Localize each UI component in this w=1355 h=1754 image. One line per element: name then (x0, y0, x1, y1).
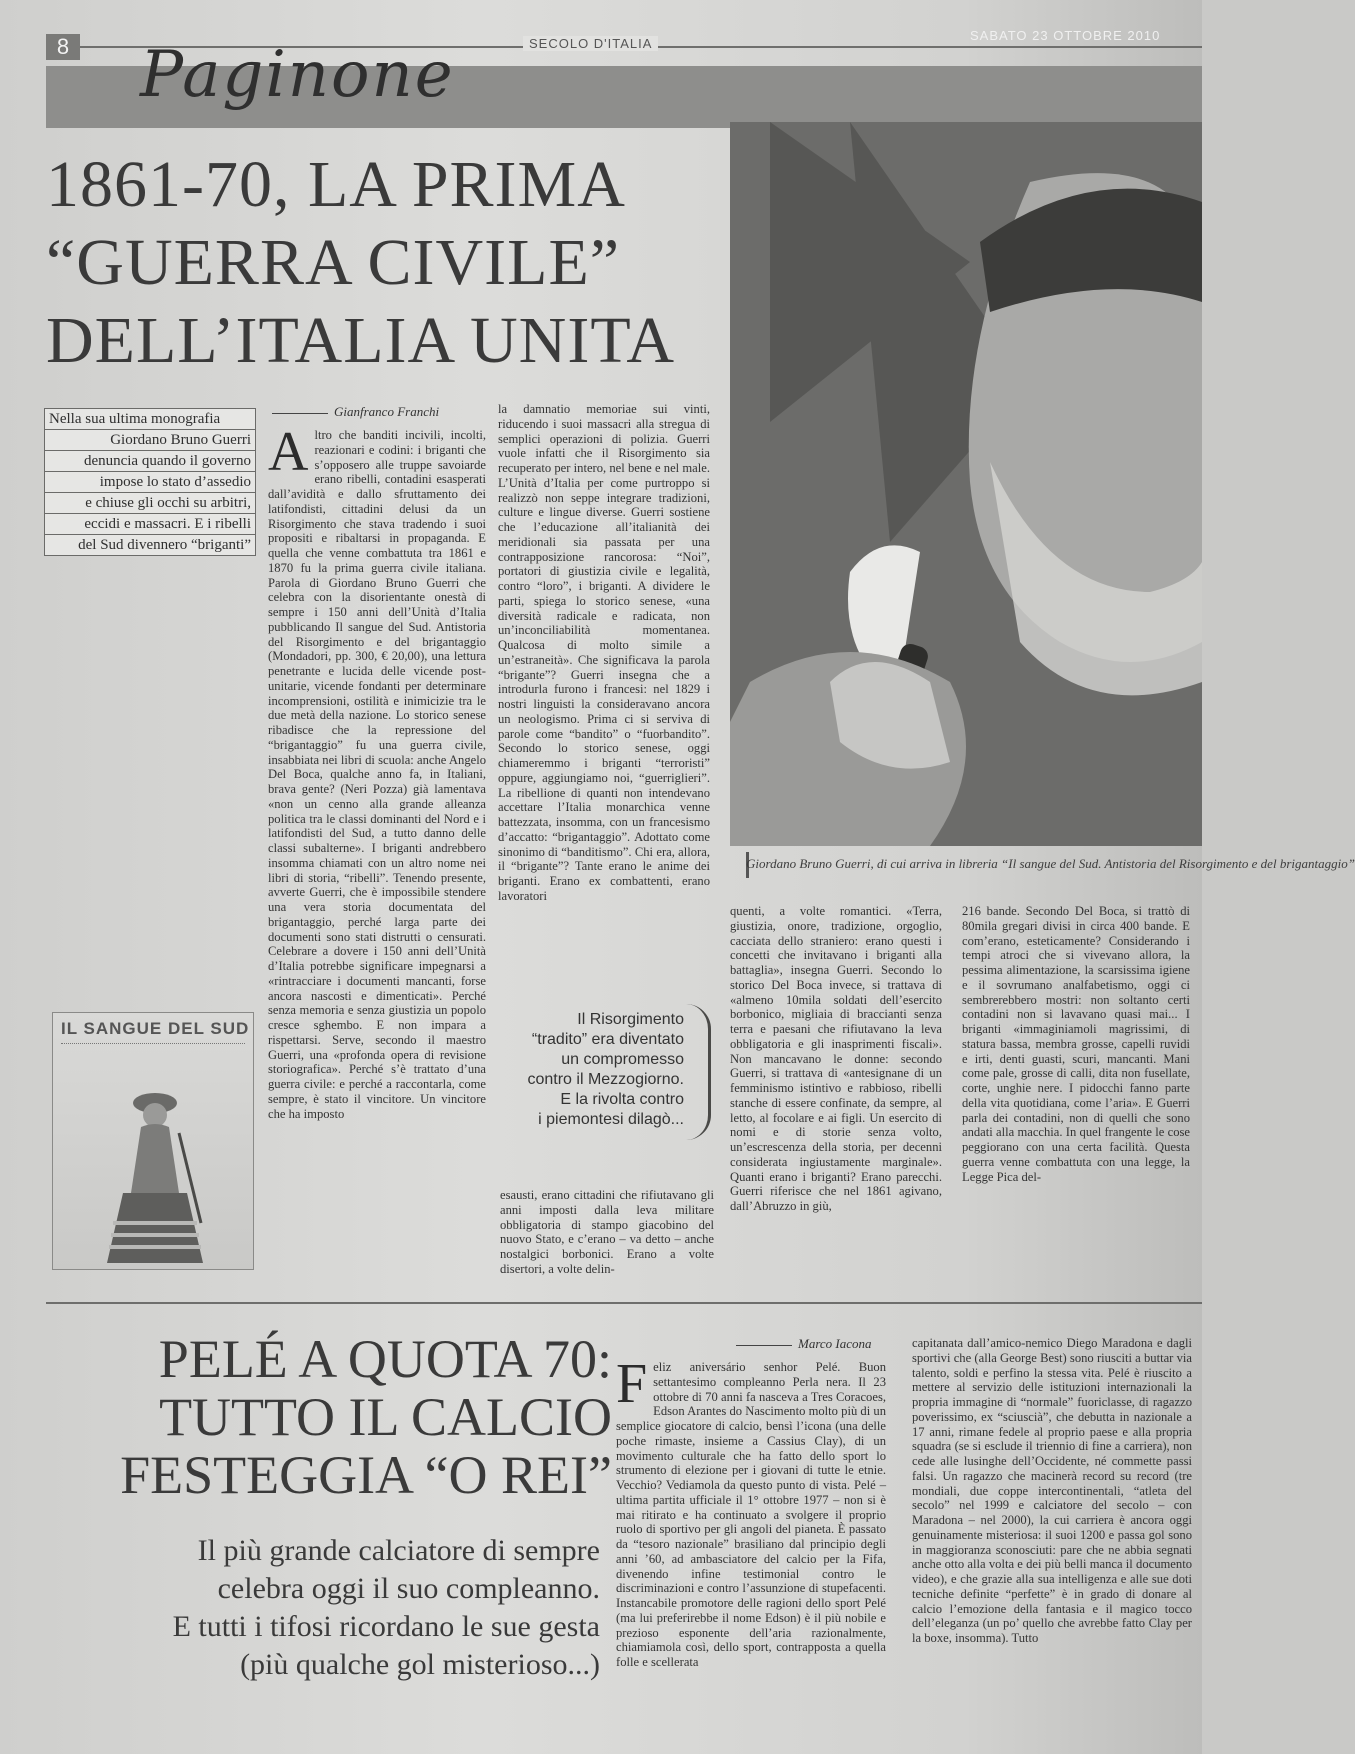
column-text: eliz aniversário senhor Pelé. Buon settantesimo compleanno Perla nera. Il 23 ottobre di 70 anni fa nasceva a Tres Coracoes, Edson Arantes do Nascimento molto più di un semplice giocatore di calcio, bensì l’icona (una delle poche rimaste, insieme a Cassius Clay), di un movimento culturale che ha fatto dello sport lo strumento di elezione per i giovani di tutte le etnie. Vecchio? Vediamola da questo punto di vista. Pelé – ultima partita ufficiale il 1° ottobre 1977 – non si è mai ritirato e ha continuato a svolgere il proprio ruolo di sportivo per gli angoli del pianeta. È passato da “tesoro nazionale” brasiliano dal principio degli anni ’60, ad ambasciatore del calcio per la Fifa, divenendo infine testimonial contro le discriminazioni e contro l’assunzione di stupefacenti. Instancabile promotore delle ragioni dello sport Pelé (ma lui preferirebbe il nome Edson) è il più nobile e prezioso esponente dell’aria razionalmente, chiamiamola così, dello sport, contrapposta a quella folle e scellerata (616, 1360, 886, 1669)
subhead-line: E tutti i tifosi ricordano le sue gesta (172, 1610, 600, 1643)
article-headline (46, 146, 726, 380)
article-column-2-continued (500, 1188, 714, 1276)
headline-line: FESTEGGIA “O REI” (120, 1445, 612, 1505)
photo-caption: Giordano Bruno Guerri, di cui arriva in libreria “Il sangue del Sud. Antistoria del Risorgimento e del brigantaggio” (746, 856, 1355, 871)
pele-headline (52, 1330, 612, 1504)
headline-line: DELL’ITALIA UNITA (46, 304, 676, 377)
article-divider (46, 1302, 1202, 1304)
byline: Marco Iacona (736, 1336, 872, 1352)
article-column-1 (268, 421, 486, 1268)
headline-line: “GUERRA CIVILE” (46, 226, 621, 299)
column-text: la damnatio memoriae sui vinti, riducendo i suoi massacri alla stregua di semplici operazioni di polizia. Guerri vuole infatti che il Risorgimento sia recuperato per intero, nel bene e nel male. L’Unità d’Italia per come purtroppo si realizzò non seppe integrare tradizioni, culture e lingue diverse. Guerri sostiene che l’educazione all’italianità dei meridionali sia passata per una contrapposizione rancorosa: “Noi”, portatori di giustizia civile e legalità, contro “loro”, i briganti. A dividere le parti, spiega lo storico senese, «una diversità radicale e radicata, non un’inconciliabilità momentanea. Qualcosa di molto simile a un’estraneità». Che significava la parola “brigante”? Guerri insegna che a introdurla furono i francesi: nel 1829 i nostri linguisti la consideravano ancora un neologismo. Prima ci si serviva di parole come “bandito” o “fuorbandito”. Secondo lo storico senese, oggi chiameremmo i briganti “terroristi” oppure, aggiungiamo noi, “guerriglieri”. La ribellione di quanti non intendevano accettare l’Italia monarchica venne battezzata, insomma, con un francesismo d’accatto: “brigantaggio”. Adottato come sinonimo di “banditismo”. Chi era, allora, il “brigante”? Tante erano le anime dei briganti. Erano ex combattenti, erano lavoratori (498, 402, 710, 903)
headline-line: TUTTO IL CALCIO (159, 1387, 612, 1447)
subhead-line: Il più grande calciatore di sempre (197, 1534, 600, 1567)
page-number: 8 (46, 34, 80, 60)
column-text: ltro che banditi incivili, incolti, reazionari e codini: i briganti che s’opposero alle truppe savoiarde erano ribelli, contadini esasperati dall’avidità e dallo sfruttamento dei latifondisti, cittadini delusi da un Risorgimento che stava tradendo i suoi propositi e ribaltarsi in propaganda. E quella che venne combattuta tra 1861 e 1870 fu la prima guerra civile italiana. Parola di Giordano Bruno Guerri che celebra con la disorientante onestà di sempre i 150 anni dell’Unità d’Italia pubblicando Il sangue del Sud. Antistoria del Risorgimento e del brigantaggio (Mondadori, pp. 300, € 20,00), una lettura penetrante e lucida delle vicende post-unitarie, vicende fondanti per determinare incomprensioni, ostilità e inimicizie tra le due metà della nazione. Lo storico senese ribadisce che la repressione del “brigantaggio” fu una guerra civile, insabbiata nei libri di scuola: anche Angelo Del Boca, qualche anno fa, in Italiani, brava gente? (Neri Pozza) già lamentava «non un cenno alla grande alleanza politica tra le classi dominanti del Nord e i latifondisti del Sud, a tutto danno delle classi subalterne». I briganti andrebbero insomma chiamati con un altro nome nei libri di storia, “ribelli”. Tenendo presente, avverte Guerri, che è impossibile stendere una vera storia documentata del brigantaggio, perché larga parte dei documenti sono stati distrutti o censurati. Celebrare a dovere i 150 anni dell’Unità d’Italia potrebbe significare impegnarsi a «rintracciare i documenti mancanti, forse ancora nascosti e dimenticati». Perché senza memoria e senza giustizia un popolo cresce sghembo. E non impara a rispettarsi. Serve, secondo il maestro Guerri, una «profonda opera di revisione storiografica». Perché s’è trattato d’una guerra civile: e perché a raccontarla, come sempre, è stato il vincitore. Un vincitore che ha imposto (268, 428, 486, 1121)
article-deck (44, 408, 256, 555)
author-photo (730, 122, 1202, 846)
article-column-2 (498, 402, 710, 990)
pull-quote-line: E la rivolta contro (560, 1091, 684, 1108)
pele-subhead (52, 1532, 600, 1684)
headline-line: 1861-70, LA PRIMA (46, 148, 626, 221)
column-text: esausti, erano cittadini che rifiutavano gli anni imposti dalla leva militare obbligatoria di stampo giacobino del nuovo Stato, e c’erano – va detto – anche nostalgici borbonici. Erano a volte disertori, a volte delin- (500, 1188, 714, 1276)
pull-quote-bracket (686, 1004, 711, 1140)
pele-column-1 (616, 1353, 886, 1750)
deck-line: Nella sua ultima monografia (44, 408, 256, 430)
byline: Gianfranco Franchi (272, 404, 439, 420)
pele-column-2 (912, 1336, 1192, 1750)
man-with-microphone-image (730, 122, 1202, 846)
pull-quote-line: Il Risorgimento (577, 1011, 684, 1028)
masthead: SECOLO D'ITALIA (523, 36, 658, 51)
book-title: IL SANGUE DEL SUD (61, 1019, 250, 1038)
deck-line: denuncia quando il governo (44, 450, 256, 472)
book-cover (52, 1012, 254, 1270)
deck-line: eccidi e massacri. E i ribelli (44, 513, 256, 535)
issue-date: SABATO 23 OTTOBRE 2010 (970, 28, 1161, 43)
deck-line: Giordano Bruno Guerri (44, 429, 256, 451)
subhead-line: (più qualche gol misterioso...) (240, 1648, 600, 1681)
deck-line: e chiuse gli occhi su arbitri, (44, 492, 256, 514)
headline-line: PELÉ A QUOTA 70: (158, 1329, 612, 1389)
pull-quote-line: “tradito” era diventato (531, 1031, 684, 1048)
subhead-line: celebra oggi il suo compleanno. (217, 1572, 600, 1605)
column-text: 216 bande. Secondo Del Boca, si trattò di 80mila gregari divisi in circa 400 bande. E com’erano, esteticamente? Considerando i tempi atroci che si vivevano allora, la pessima alimentazione, la scarsissima igiene e il sovrumano analfabetismo, oggi ci sembrerebbero mostri: non soltanto certi contadini non si lavavano quasi mai... I briganti «immaginiamoli magrissimi, di statura bassa, membra grosse, capelli ruvidi e irti, denti guasti, scuri, mancanti. Mani come pale, grosse di calli, dita non fusellate, corte, unghie nere. I pidocchi fanno parte della vita quotidiana, come l’aria». E Guerri parla dei contadini, non di quelli che sono andati alla macchia. In quel frangente le cose peggiorano con una certa facilità. Questa guerra venne combattuta con una legge, la Legge Pica del- (962, 904, 1190, 1184)
article-column-3 (730, 904, 942, 1268)
pull-quote-line: contro il Mezzogiorno. (527, 1071, 684, 1088)
column-text: capitanata dall’amico-nemico Diego Maradona e dagli sportivi che (alla George Best) sono riusciti a buttar via talento, soldi e perfino la stessa vita. Pelé è riuscito a mettere al servizio delle istituzioni internazionali la propria immagine di “normale” fuoriclasse, di ragazzo poverissimo, ex “sciuscià”, che debutta in nazionale a 17 anni, rimane fedele al proprio paese e alla propria squadra (se si esclude il triennio di fine a carriera), non cede alle lusinghe dell’Occidente, né commette passi falsi. Un ragazzo che macinerà record su record (tre mondiali, due coppe intercontinentali, “atleta del secolo” nel 1999 e calciatore del secolo – con Maradona – nel 2000), la cui carriera è ancora oggi genuinamente misteriosa: il suoi 1200 e passa gol sono in maggioranza sconosciuti: pare che ne abbia segnati anche otto alla volta e dei più belli manca il documento video), e che grazie alla sua intelligenza e alle sue doti tecniche definite “perfette” è in grado di donare al calcio l’emozione della fantasia e il magico tocco dell’eleganza (un po’ quello che avrebbe fatto Clay per la boxe, insomma). Tutto (912, 1336, 1192, 1645)
pull-quote-line: un compromesso (561, 1051, 684, 1068)
book-subtitle-rule (61, 1043, 245, 1047)
pull-quote (500, 1010, 684, 1130)
drop-cap: F (616, 1353, 648, 1415)
article-column-4 (962, 904, 1190, 1268)
brigand-woman-illustration (83, 1073, 223, 1263)
drop-cap: A (268, 421, 309, 483)
pull-quote-line: i piemontesi dilagò... (538, 1111, 684, 1128)
deck-line: impose lo stato d’assedio (44, 471, 256, 493)
column-text: quenti, a volte romantici. «Terra, giustizia, onore, tradizione, orgoglio, cacciata dello straniero: erano questi i concetti che invitavano i briganti alla battaglia», insegna Guerri. Secondo lo storico Del Boca invece, si trattava di «almeno 10mila soldati dell’esercito borbonico, migliaia di braccianti senza terra e paesani che rifiutavano la leva obbligatoria e gli inasprimenti fiscali». Non mancavano le donne: secondo Guerri, si trattava di «antesignane di un femminismo istintivo e rabbioso, ribelli stanche di essere confinate, da sempre, al letto, al focolare e ai figli. Un esercito di nomi e di storie senza volto, un’escrescenza della storia, per decenni considerata ingiustamente marginale». Quanti erano i briganti? Erano parecchi. Guerri riferisce che nel 1861 agivano, dall’Abruzzo in giù, (730, 904, 942, 1213)
section-title: Paginone (140, 38, 455, 112)
deck-line: del Sud divennero “briganti” (44, 534, 256, 556)
